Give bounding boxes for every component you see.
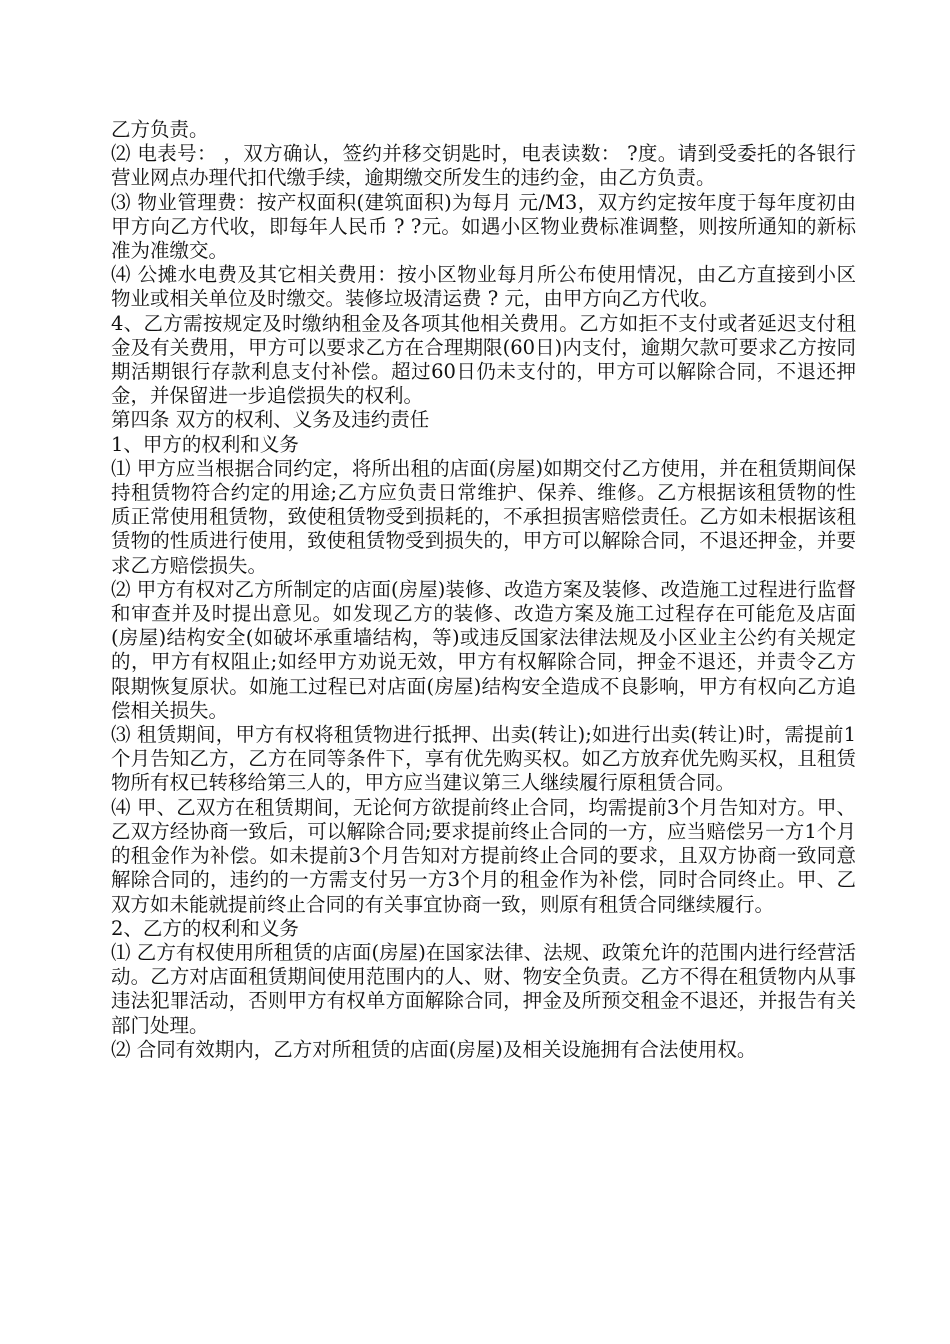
paragraph-party-a-item-2: ⑵ 甲方有权对乙方所制定的店面(房屋)装修、改造方案及装修、改造施工过程进行监督和审查并及时提出意见。如发现乙方的装修、改造方案及施工过程存在可能危及店面(房屋)结构安全(如破坏承重墙结构，等)或违反国家法律法规及小区业主公约有关规定的，甲方有权阻止;如经甲方劝说无效，甲方有权解除合同，押金不退还，并责令乙方限期恢复原状。如施工过程已对店面(房屋)结构安全造成不良影响，甲方有权向乙方追偿相关损失。 <box>111 577 856 722</box>
paragraph-shared-utilities: ⑷ 公摊水电费及其它相关费用：按小区物业每月所公布使用情况，由乙方直接到小区物业或相关单位及时缴交。装修垃圾清运费 ? 元，由甲方向乙方代收。 <box>111 263 856 311</box>
section-1-heading: 1、甲方的权利和义务 <box>111 432 299 456</box>
paragraph-property-fee: ⑶ 物业管理费：按产权面积(建筑面积)为每月 元/M3，双方约定按年度于每年度初由甲方向乙方代收，即每年人民币 ? ?元。如遇小区物业费标准调整，则按所通知的新标准为准缴交。 <box>111 190 856 263</box>
paragraph-party-b-item-1: ⑴ 乙方有权使用所租赁的店面(房屋)在国家法律、法规、政策允许的范围内进行经营活动。乙方对店面租赁期间使用范围内的人、财、物安全负责。乙方不得在租赁物内从事违法犯罪活动，否则甲方有权单方面解除合同，押金及所预交租金不退还，并报告有关部门处理。 <box>111 940 856 1037</box>
paragraph-party-a-item-1: ⑴ 甲方应当根据合同约定，将所出租的店面(房屋)如期交付乙方使用，并在租赁期间保持租赁物符合约定的用途;乙方应负责日常维护、保养、维修。乙方根据该租赁物的性质正常使用租赁物，致使租赁物受到损耗的，不承担损害赔偿责任。乙方如未根据该租赁物的性质进行使用，致使租赁物受到损失的，甲方可以解除合同，不退还押金，并要求乙方赔偿损失。 <box>111 456 856 577</box>
paragraph-party-a-item-3: ⑶ 租赁期间，甲方有权将租赁物进行抵押、出卖(转让);如进行出卖(转让)时，需提前1个月告知乙方，乙方在同等条件下，享有优先购买权。如乙方放弃优先购买权，且租赁物所有权已转移给第三人的，甲方应当建议第三人继续履行原租赁合同。 <box>111 723 856 795</box>
paragraph-party-a-item-4: ⑷ 甲、乙双方在租赁期间，无论何方欲提前终止合同，均需提前3个月告知对方。甲、乙双方经协商一致后，可以解除合同;要求提前终止合同的一方，应当赔偿另一方1个月的租金作为补偿。如未提前3个月告知对方提前终止合同的要求，且双方协商一致同意解除合同的，违约的一方需支付另一方3个月的租金作为补偿，同时合同终止。甲、乙双方如未能就提前终止合同的有关事宜协商一致，则原有租赁合同继续履行。 <box>111 795 856 916</box>
document-page <box>111 118 856 1062</box>
paragraph-continuation: 乙方负责。 <box>111 118 209 141</box>
section-2-heading: 2、乙方的权利和义务 <box>111 916 299 940</box>
paragraph-electric-meter: ⑵ 电表号： ，双方确认，签约并移交钥匙时，电表读数： ?度。请到受委托的各银行营业网点办理代扣代缴手续，逾期缴交所发生的违约金，由乙方负责。 <box>111 142 856 190</box>
paragraph-clause-4: 4、乙方需按规定及时缴纳租金及各项其他相关费用。乙方如拒不支付或者延迟支付租金及有关费用，甲方可以要求乙方在合理期限(60日)内支付，逾期欠款可要求乙方按同期活期银行存款利息支付补偿。超过60日仍未支付的，甲方可以解除合同，不退还押金，并保留进一步追偿损失的权利。 <box>111 311 856 408</box>
paragraph-party-b-item-2: ⑵ 合同有效期内，乙方对所租赁的店面(房屋)及相关设施拥有合法使用权。 <box>111 1037 757 1061</box>
article-4-heading: 第四条 双方的权利、义务及违约责任 <box>111 408 430 432</box>
